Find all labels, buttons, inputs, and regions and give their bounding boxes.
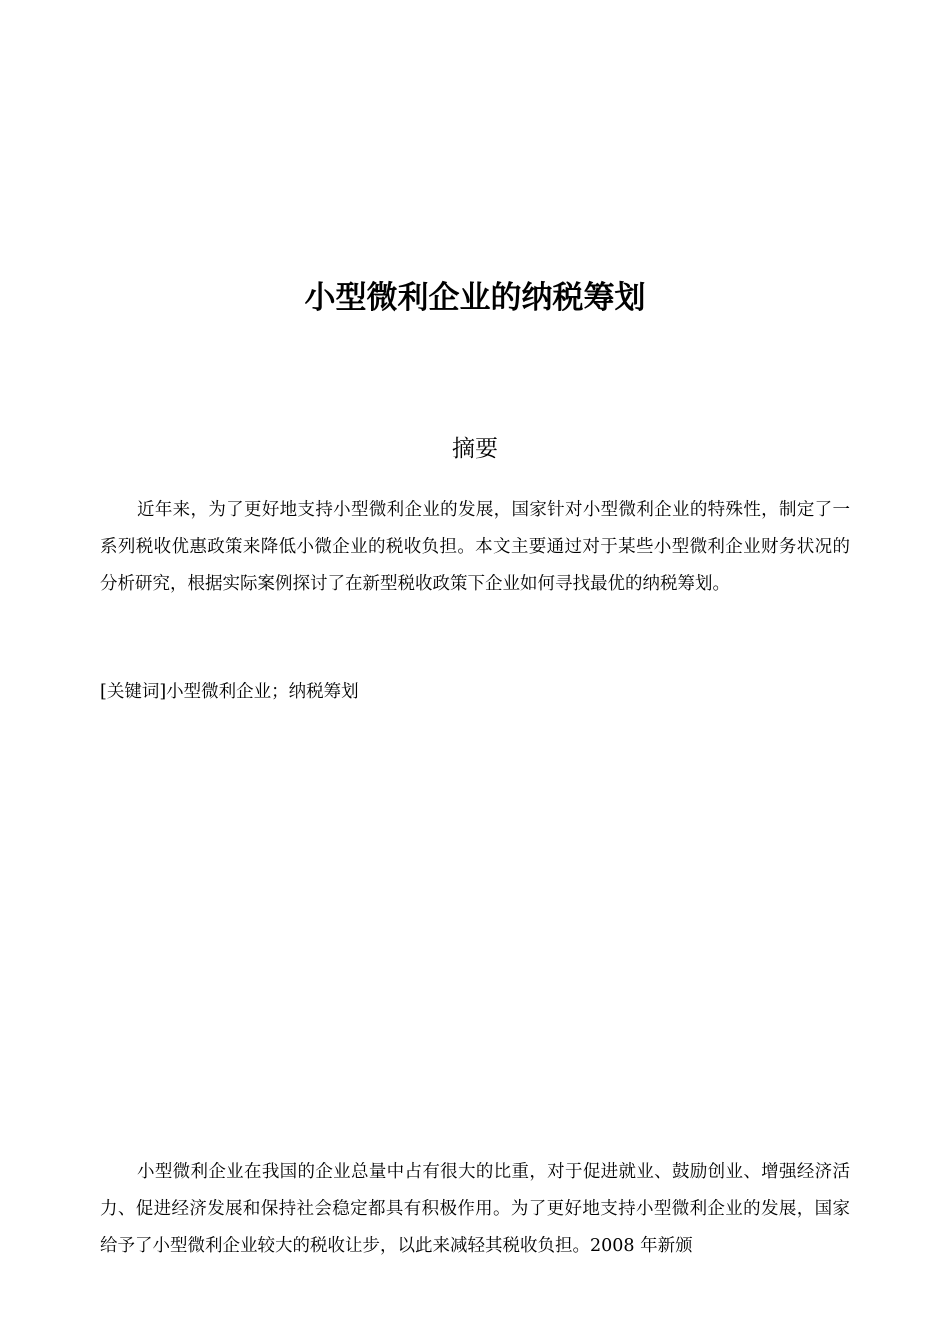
abstract-heading: 摘要 <box>452 436 498 462</box>
intro-paragraph: 小型微利企业在我国的企业总量中占有很大的比重，对于促进就业、鼓励创业、增强经济活力、促进经济发展和保持社会稳定都具有积极作用。为了更好地支持小型微利企业的发展，国家给予了小型微利企业较大的税收让步，以此来减轻其税收负担。2008 年新颁 <box>100 1162 850 1256</box>
keywords-line <box>100 675 850 709</box>
keywords-text: 小型微利企业；纳税筹划 <box>166 682 359 702</box>
document-title: 小型微利企业的纳税筹划 <box>304 280 646 316</box>
abstract-body: 近年来，为了更好地支持小型微利企业的发展，国家针对小型微利企业的特殊性，制定了一系列税收优惠政策来降低小微企业的税收负担。本文主要通过对于某些小型微利企业财务状况的分析研究，根据实际案例探讨了在新型税收政策下企业如何寻找最优的纳税筹划。 <box>100 500 850 594</box>
keywords-label: [关键词] <box>100 682 167 702</box>
